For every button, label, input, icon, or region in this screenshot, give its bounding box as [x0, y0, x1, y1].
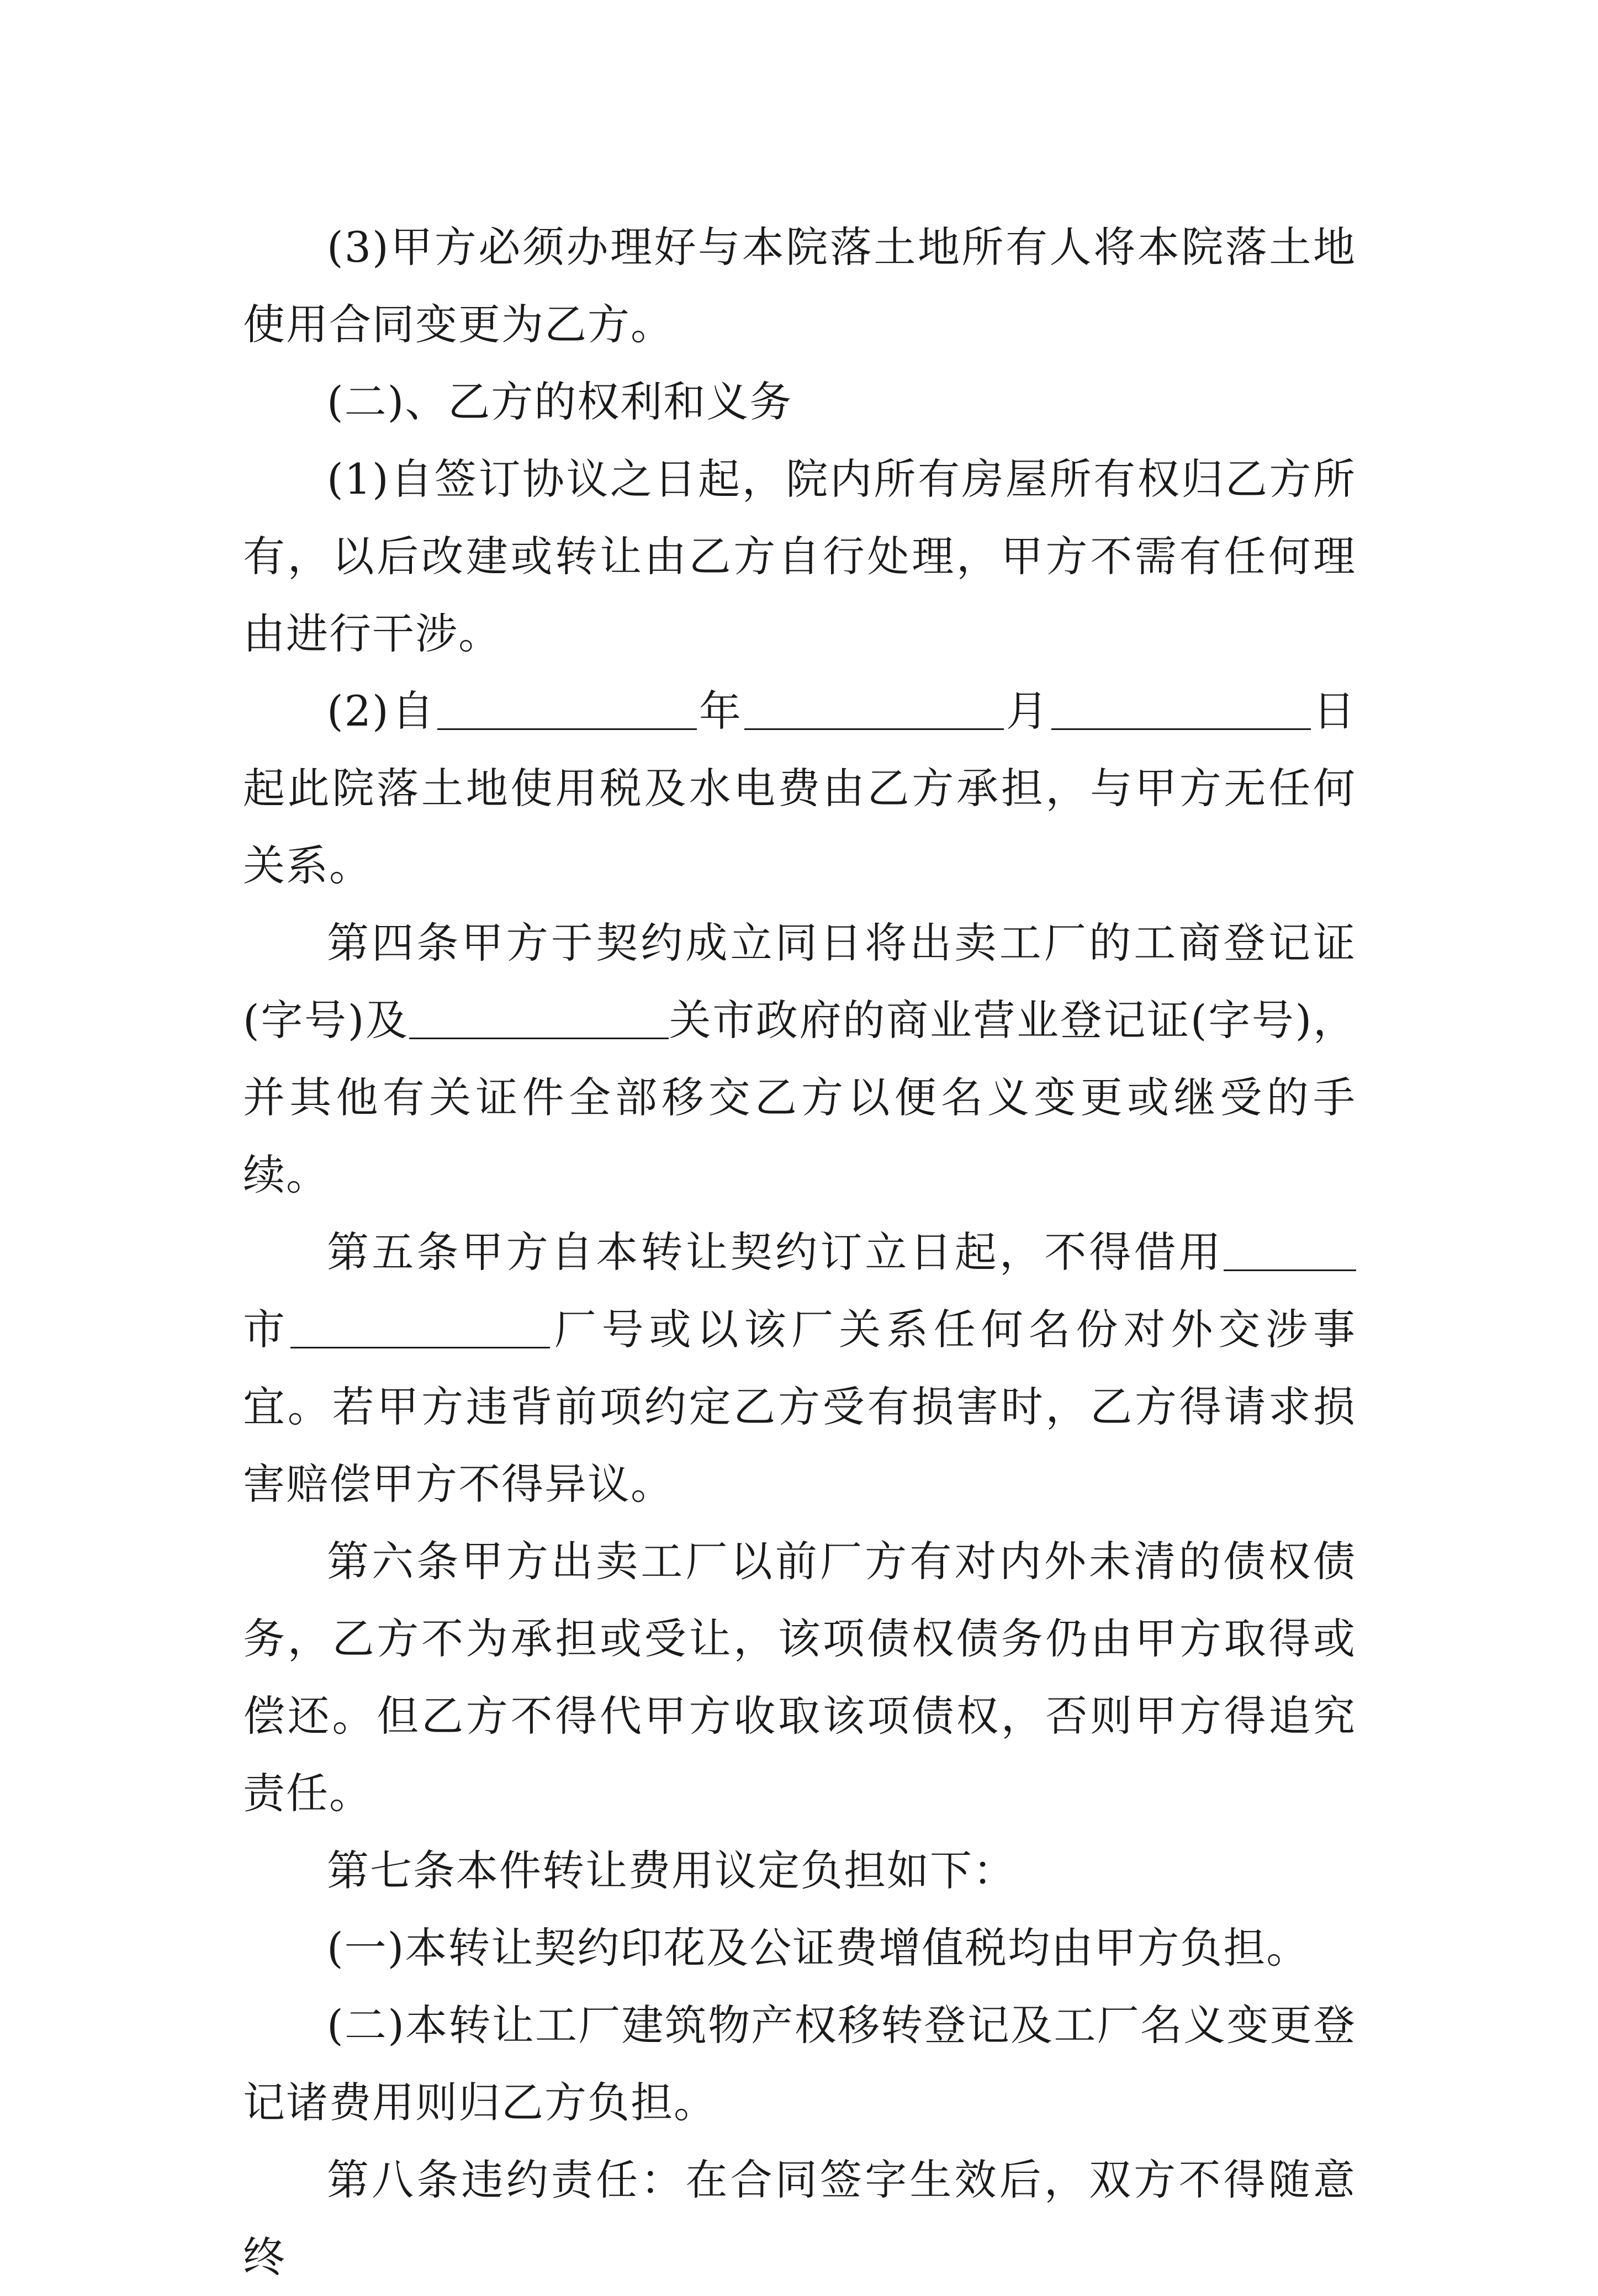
paragraph-registration-fees: [243, 1987, 1356, 2141]
blank-day-field: [1051, 690, 1311, 730]
paragraph-article-five: [243, 1214, 1356, 1523]
blank-year-field: [437, 690, 697, 730]
paragraph-text: (3)甲方必须办理好与本院落土地所有人将本院落土地使用合同变更为乙方。: [243, 223, 1356, 349]
paragraph-text: 第八条违约责任：在合同签字生效后，双方不得随意终: [243, 2155, 1356, 2282]
blank-registration-field: [409, 999, 669, 1039]
paragraph-text: 月: [1003, 686, 1051, 736]
section-heading-text: (二)、乙方的权利和义务: [327, 377, 793, 426]
paragraph-text: 市: [243, 1305, 290, 1354]
paragraph-stamp-duty: [243, 1909, 1356, 1987]
paragraph-text: 第五条甲方自本转让契约订立日起，不得借用: [327, 1228, 1224, 1277]
paragraph-article-four: [243, 904, 1356, 1214]
blank-city-field: [1224, 1231, 1356, 1271]
paragraph-text: 日起此院落土地使用税及水电费由乙方承担，与甲方无任何关系。: [243, 686, 1357, 890]
paragraph-text: 第六条甲方出卖工厂以前厂方有对内外未清的债权债务，乙方不为承担或受让，该项债权债务仍由甲方取得或偿还。但乙方不得代甲方收取该项债权，否则甲方得追究责任。: [243, 1537, 1356, 1818]
document-body: [243, 209, 1356, 2296]
paragraph-text: 厂号或以该厂关系任何名份对外交涉事宜。若甲方违背前项约定乙方受有损害时，乙方得请求损害赔偿甲方不得异议。: [243, 1305, 1357, 1509]
paragraph-land-contract-change: [243, 209, 1356, 363]
paragraph-text: 关市政府的商业营业登记证(字号)，并其他有关证件全部移交乙方以便名义变更或继受的手续。: [243, 996, 1356, 1199]
paragraph-text: 第四条甲方于契约成立同日将出卖工厂的工商登记证(字号)及: [243, 918, 1356, 1045]
blank-factory-name-field: [290, 1308, 550, 1348]
paragraph-article-seven: [243, 1832, 1356, 1909]
paragraph-article-six: [243, 1523, 1356, 1832]
paragraph-text: 第七条本件转让费用议定负担如下：: [327, 1846, 1016, 1895]
paragraph-text: (一)本转让契约印花及公证费增值税均由甲方负担。: [327, 1923, 1310, 1972]
paragraph-ownership-transfer: [243, 441, 1356, 673]
paragraph-article-eight: [243, 2141, 1356, 2296]
paragraph-text: (2)自: [327, 686, 437, 736]
paragraph-text: (二)本转让工厂建筑物产权移转登记及工厂名义变更登记诸费用则归乙方负担。: [243, 2001, 1356, 2127]
paragraph-tax-utilities-date: [243, 673, 1356, 904]
section-heading-party-b-rights: [243, 363, 1356, 441]
paragraph-text: (1)自签订协议之日起，院内所有房屋所有权归乙方所有，以后改建或转让由乙方自行处理，甲方不需有任何理由进行干涉。: [243, 454, 1356, 658]
blank-month-field: [744, 690, 1004, 730]
paragraph-text: 年: [696, 686, 744, 736]
